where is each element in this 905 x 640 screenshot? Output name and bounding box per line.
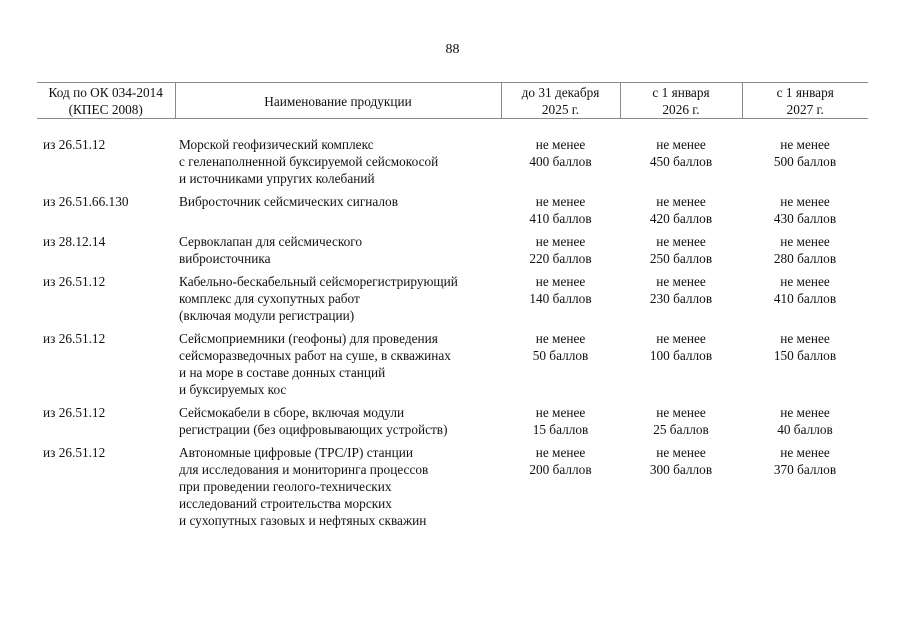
table-spacer xyxy=(37,119,868,137)
score-line: 220 баллов xyxy=(529,251,592,266)
score-line: 410 баллов xyxy=(529,211,592,226)
cell-product-name xyxy=(175,273,501,330)
cell-score-col1 xyxy=(501,444,620,535)
cell-code: из 28.12.14 xyxy=(43,234,106,249)
score-line: 40 баллов xyxy=(777,422,833,437)
score-line: 200 баллов xyxy=(529,462,592,477)
header-col1-line-1: до 31 декабря xyxy=(521,85,600,100)
product-name-line: Сервоклапан для сейсмического xyxy=(179,234,363,249)
score-line: не менее xyxy=(656,234,706,249)
cell-score-col2 xyxy=(620,233,742,273)
cell-score-col1 xyxy=(501,404,620,444)
table-row xyxy=(37,444,868,535)
product-name-line: комплекс для сухопутных работ xyxy=(179,291,360,306)
product-name-line: при проведении геолого-технических xyxy=(179,479,392,494)
score-line: 140 баллов xyxy=(529,291,592,306)
header-code xyxy=(37,83,175,119)
score-line: не менее xyxy=(656,445,706,460)
cell-score-col3 xyxy=(742,233,868,273)
score-line: 100 баллов xyxy=(649,348,713,363)
product-name-line: и сухопутных газовых и нефтяных скважин xyxy=(179,513,427,528)
score-line: 420 баллов xyxy=(649,211,713,226)
cell-code: из 26.51.12 xyxy=(43,137,106,152)
score-line: 500 баллов xyxy=(773,154,837,169)
table-row xyxy=(37,404,868,444)
header-col2 xyxy=(620,83,742,119)
header-col3 xyxy=(742,83,868,119)
header-col2-line-1: с 1 января xyxy=(652,85,710,100)
product-name-line: (включая модули регистрации) xyxy=(179,308,355,323)
cell-score-col3 xyxy=(742,444,868,535)
product-name-line: и источниками упругих колебаний xyxy=(179,171,375,186)
score-line: не менее xyxy=(780,194,830,209)
product-name-line: для исследования и мониторинга процессов xyxy=(179,462,429,477)
score-line: не менее xyxy=(535,194,586,209)
product-name-line: с геленаполненной буксируемой сейсмокосой xyxy=(179,154,439,169)
product-name-line: и буксируемых кос xyxy=(179,382,287,397)
score-line: 410 баллов xyxy=(773,291,837,306)
score-line: 250 баллов xyxy=(649,251,713,266)
header-col3-line-2: 2027 г. xyxy=(786,102,824,117)
product-name-line: Кабельно-бескабельный сейсморегистрирующий xyxy=(179,274,458,289)
score-line: не менее xyxy=(780,445,830,460)
score-line: 450 баллов xyxy=(649,154,713,169)
table-row xyxy=(37,330,868,404)
cell-product-name xyxy=(175,233,501,273)
cell-score-col3 xyxy=(742,273,868,330)
score-line: 150 баллов xyxy=(773,348,837,363)
cell-score-col2 xyxy=(620,330,742,404)
cell-score-col1 xyxy=(501,136,620,193)
score-line: 15 баллов xyxy=(532,422,589,437)
table-body xyxy=(37,119,868,536)
header-col2-line-2: 2026 г. xyxy=(662,102,700,117)
product-name-line: Сейсмоприемники (геофоны) для проведения xyxy=(179,331,438,346)
product-name-line: исследований строительства морских xyxy=(179,496,392,511)
cell-code: из 26.51.12 xyxy=(43,405,106,420)
table-header xyxy=(37,83,868,119)
product-name-line: и на море в составе донных станций xyxy=(179,365,386,380)
cell-score-col3 xyxy=(742,404,868,444)
score-line: не менее xyxy=(535,445,586,460)
cell-score-col2 xyxy=(620,404,742,444)
score-line: 430 баллов xyxy=(773,211,837,226)
score-line: не менее xyxy=(535,331,586,346)
product-name-line: виброисточника xyxy=(179,251,271,266)
products-table xyxy=(37,82,868,535)
table-row xyxy=(37,233,868,273)
score-line: не менее xyxy=(656,274,706,289)
product-name-line: регистрации (без оцифровывающих устройств) xyxy=(179,422,448,437)
score-line: 25 баллов xyxy=(653,422,709,437)
cell-product-name xyxy=(175,330,501,404)
page-number: 88 xyxy=(445,42,460,57)
cell-code: из 26.51.66.130 xyxy=(43,194,129,209)
cell-code: из 26.51.12 xyxy=(43,331,106,346)
cell-score-col1 xyxy=(501,233,620,273)
cell-score-col2 xyxy=(620,136,742,193)
score-line: не менее xyxy=(780,137,830,152)
table-row xyxy=(37,273,868,330)
cell-code: из 26.51.12 xyxy=(43,445,106,460)
score-line: не менее xyxy=(780,331,830,346)
score-line: не менее xyxy=(535,137,586,152)
score-line: 300 баллов xyxy=(649,462,713,477)
cell-score-col1 xyxy=(501,330,620,404)
score-line: не менее xyxy=(780,405,830,420)
cell-code: из 26.51.12 xyxy=(43,274,106,289)
product-name-line: Вибросточник сейсмических сигналов xyxy=(179,194,398,209)
score-line: 280 баллов xyxy=(773,251,837,266)
header-code-line-2: (КПЕС 2008) xyxy=(68,102,143,117)
score-line: 400 баллов xyxy=(529,154,592,169)
cell-product-name xyxy=(175,404,501,444)
cell-score-col1 xyxy=(501,273,620,330)
header-col1-line-2: 2025 г. xyxy=(541,102,580,117)
score-line: не менее xyxy=(535,234,586,249)
score-line: не менее xyxy=(780,274,830,289)
cell-product-name xyxy=(175,444,501,535)
product-name-line: Автономные цифровые (TPC/IP) станции xyxy=(179,445,413,460)
cell-score-col2 xyxy=(620,193,742,233)
score-line: не менее xyxy=(656,331,706,346)
score-line: не менее xyxy=(656,137,706,152)
score-line: не менее xyxy=(656,405,706,420)
cell-score-col2 xyxy=(620,273,742,330)
header-name: Наименование продукции xyxy=(175,83,501,119)
cell-score-col3 xyxy=(742,330,868,404)
table-row xyxy=(37,136,868,193)
cell-product-name xyxy=(175,193,501,233)
score-line: не менее xyxy=(535,274,586,289)
score-line: не менее xyxy=(656,194,706,209)
cell-score-col2 xyxy=(620,444,742,535)
product-name-line: Морской геофизический комплекс xyxy=(179,137,374,152)
table-row xyxy=(37,193,868,233)
cell-product-name xyxy=(175,136,501,193)
score-line: 230 баллов xyxy=(649,291,713,306)
score-line: 50 баллов xyxy=(532,348,589,363)
header-code-line-1: Код по ОК 034-2014 xyxy=(48,85,163,100)
score-line: 370 баллов xyxy=(773,462,837,477)
product-name-line: Сейсмокабели в сборе, включая модули xyxy=(179,405,405,420)
cell-score-col3 xyxy=(742,193,868,233)
header-col1 xyxy=(501,83,620,119)
cell-score-col1 xyxy=(501,193,620,233)
header-col3-line-1: с 1 января xyxy=(776,85,834,100)
cell-score-col3 xyxy=(742,136,868,193)
product-name-line: сейсморазведочных работ на суше, в скважинах xyxy=(179,348,451,363)
score-line: не менее xyxy=(535,405,586,420)
score-line: не менее xyxy=(780,234,830,249)
